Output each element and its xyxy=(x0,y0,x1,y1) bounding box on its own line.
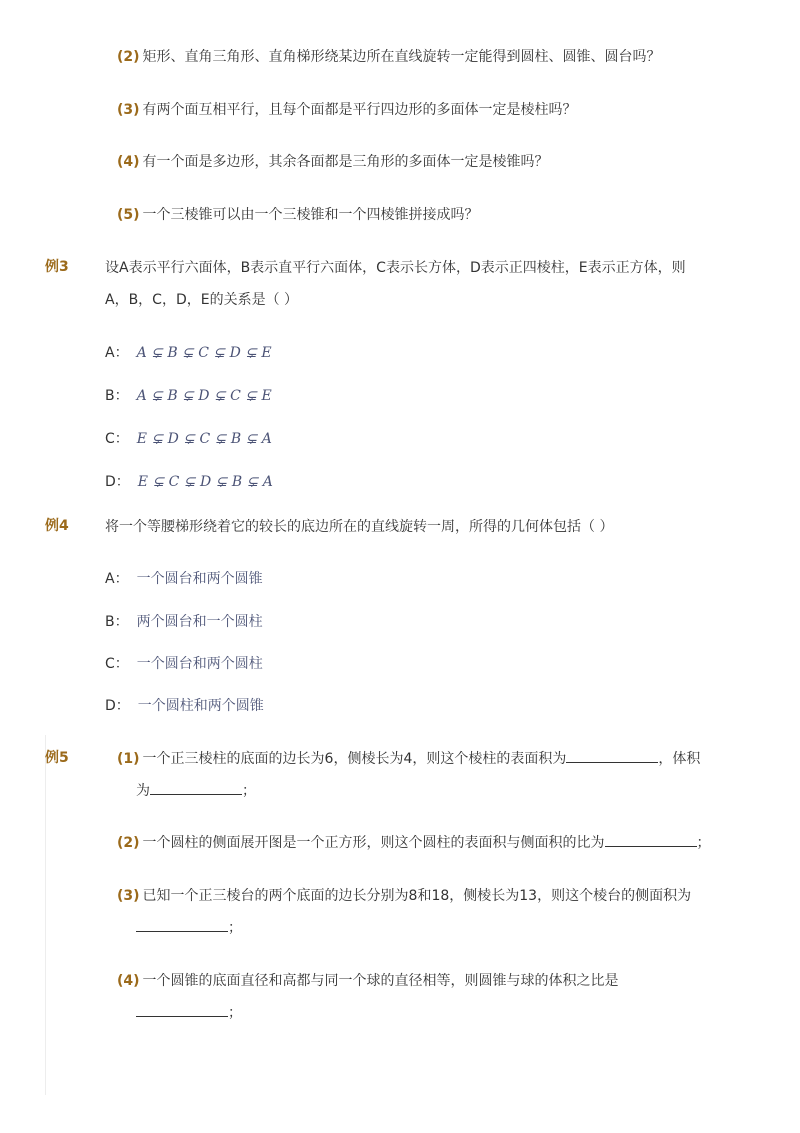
question-number: (3) xyxy=(117,888,140,904)
question-number: (4) xyxy=(117,154,140,170)
example-5-q1-line1 xyxy=(117,748,700,768)
answer-blank[interactable] xyxy=(150,794,242,795)
example-3-label: 例3 xyxy=(45,259,69,275)
answer-blank[interactable] xyxy=(605,846,697,847)
question-text: 一个三棱锥可以由一个三棱锥和一个四棱锥拼接成吗？ xyxy=(142,207,479,223)
question-end: ； xyxy=(228,920,242,936)
option-key: C： xyxy=(105,431,129,447)
option-formula: A ⊊ B ⊊ C ⊊ D ⊊ E xyxy=(136,345,272,361)
question-number: (4) xyxy=(117,973,140,989)
option-key: B： xyxy=(105,388,129,404)
option-text: 一个圆柱和两个圆锥 xyxy=(137,698,264,714)
example-4-option-c[interactable] xyxy=(105,653,263,673)
example-3-option-b[interactable] xyxy=(105,385,272,405)
option-key: D： xyxy=(105,474,130,490)
example-5-q3-line1 xyxy=(117,885,691,905)
example-4-option-a[interactable] xyxy=(105,568,263,588)
example-4-stem: 将一个等腰梯形绕着它的较长的底边所在的直线旋转一周，所得的几何体包括（ ） xyxy=(105,519,614,535)
option-key: D： xyxy=(105,698,130,714)
option-key: A： xyxy=(105,345,129,361)
example-5-q4-line1 xyxy=(117,970,619,990)
option-text: 一个圆台和两个圆锥 xyxy=(136,571,263,587)
example-3-stem-line1: 设A表示平行六面体，B表示直平行六面体，C表示长方体，D表示正四棱柱，E表示正方体，则 xyxy=(105,260,686,276)
option-text: 两个圆台和一个圆柱 xyxy=(136,614,263,630)
example-5-q1-line2 xyxy=(136,780,256,800)
answer-blank[interactable] xyxy=(136,931,228,932)
question-5 xyxy=(117,204,479,224)
example-3-option-c[interactable] xyxy=(105,428,272,448)
question-text: 已知一个正三棱台的两个底面的边长分别为8和18，侧棱长为13，则这个棱台的侧面积为 xyxy=(142,888,692,904)
example-3-option-d[interactable] xyxy=(105,471,273,491)
example-4-option-d[interactable] xyxy=(105,695,264,715)
question-text-cont: ，体积 xyxy=(658,751,701,767)
question-text: 一个正三棱柱的底面的边长为6，侧棱长为4，则这个棱柱的表面积为 xyxy=(142,751,567,767)
question-number: (5) xyxy=(117,207,140,223)
question-number: (3) xyxy=(117,102,140,118)
question-2 xyxy=(117,46,661,66)
question-text: 有两个面互相平行，且每个面都是平行四边形的多面体一定是棱柱吗？ xyxy=(142,102,577,118)
option-key: A： xyxy=(105,571,129,587)
question-text: 有一个面是多边形，其余各面都是三角形的多面体一定是棱锥吗？ xyxy=(142,154,549,170)
question-text: 为 xyxy=(136,783,150,799)
question-4 xyxy=(117,151,549,171)
example-5-q3-line2 xyxy=(136,917,242,937)
example-3-stem-line2: A，B，C，D，E的关系是（ ） xyxy=(105,292,299,308)
question-number: (2) xyxy=(117,49,140,65)
example-4-option-b[interactable] xyxy=(105,611,263,631)
margin-rule xyxy=(45,735,46,1095)
option-text: 一个圆台和两个圆柱 xyxy=(136,656,263,672)
option-key: B： xyxy=(105,614,129,630)
answer-blank[interactable] xyxy=(136,1016,228,1017)
question-3 xyxy=(117,99,577,119)
example-5-label: 例5 xyxy=(45,750,69,766)
option-formula: E ⊊ C ⊊ D ⊊ B ⊊ A xyxy=(137,474,273,490)
question-end: ； xyxy=(696,835,711,851)
question-text: 一个圆锥的底面直径和高都与同一个球的直径相等，则圆锥与球的体积之比是 xyxy=(142,973,619,989)
question-text: 矩形、直角三角形、直角梯形绕某边所在直线旋转一定能得到圆柱、圆锥、圆台吗？ xyxy=(142,49,661,65)
answer-blank[interactable] xyxy=(566,762,658,763)
example-5-q2 xyxy=(117,832,711,852)
option-key: C： xyxy=(105,656,129,672)
option-formula: A ⊊ B ⊊ D ⊊ C ⊊ E xyxy=(136,388,272,404)
question-number: (2) xyxy=(117,835,140,851)
question-end: ； xyxy=(228,1005,242,1021)
example-4-label: 例4 xyxy=(45,518,69,534)
question-text: 一个圆柱的侧面展开图是一个正方形，则这个圆柱的表面积与侧面积的比为 xyxy=(142,835,605,851)
question-end: ； xyxy=(242,783,256,799)
option-formula: E ⊊ D ⊊ C ⊊ B ⊊ A xyxy=(136,431,272,447)
example-3-option-a[interactable] xyxy=(105,342,272,362)
example-5-q4-line2 xyxy=(136,1002,242,1022)
question-number: (1) xyxy=(117,751,140,767)
